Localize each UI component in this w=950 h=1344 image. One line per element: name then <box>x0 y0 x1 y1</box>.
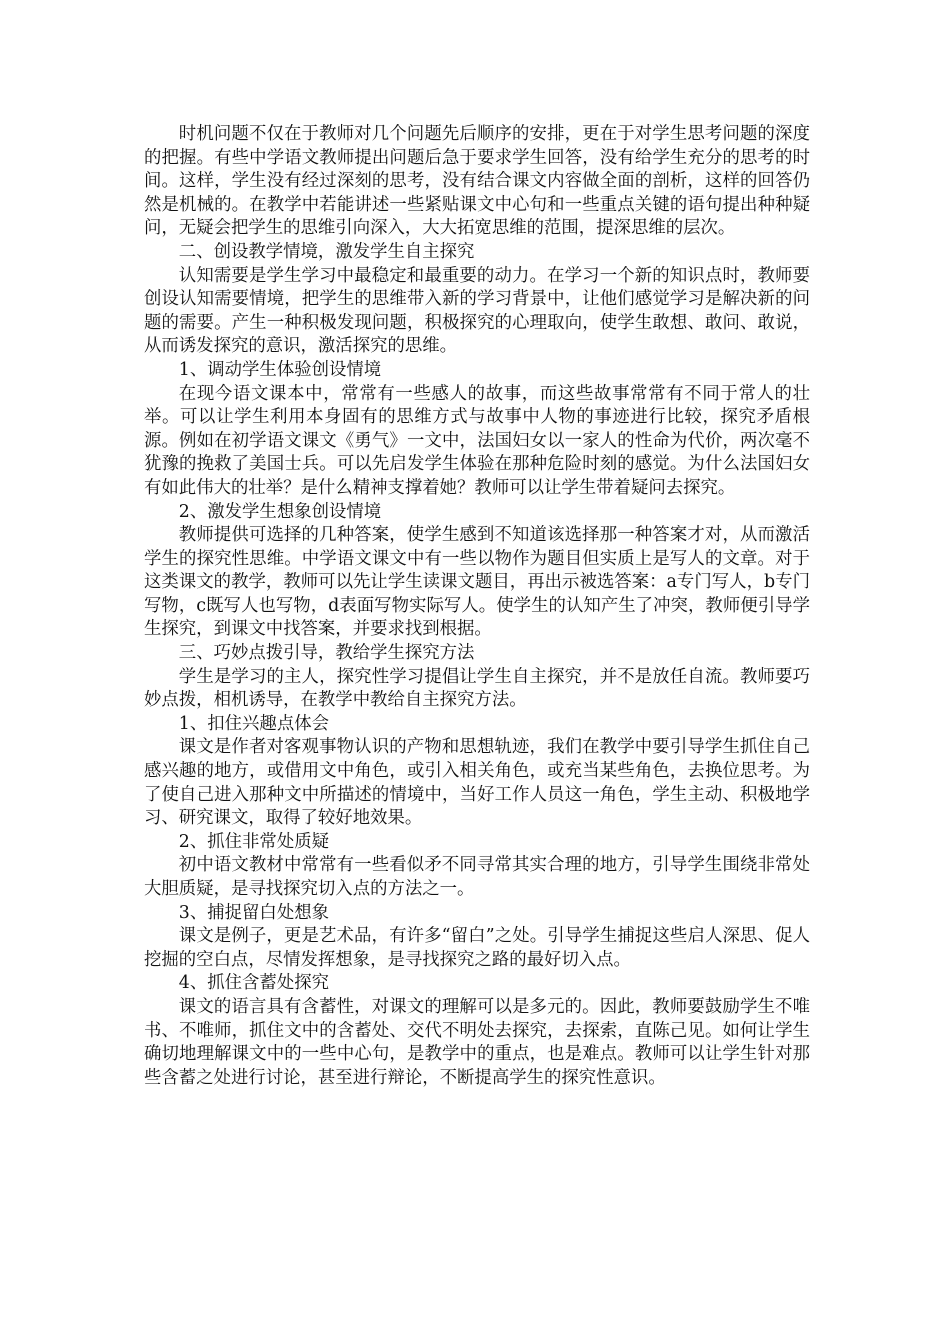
paragraph-unusual-points: 初中语文教材中常常有一些看似矛不同寻常其实合理的地方，引导学生围绕非常处大胆质疑，是寻找探究切入点的方法之一。 <box>144 855 810 899</box>
paragraph-blank-spaces: 课文是例子，更是艺术品，有许多“留白”之处。引导学生捕捉这些启人深思、促人挖掘的空白点，尽情发挥想象，是寻找探究之路的最好切入点。 <box>144 926 810 970</box>
subheading-3-2: 2、抓住非常处质疑 <box>178 831 329 852</box>
paragraph-timing-questions: 时机问题不仅在于教师对几个问题先后顺序的安排，更在于对学生思考问题的深度的把握。有些中学语文教师提出问题后急于要求学生回答，没有给学生充分的思考的时间。这样，学生没有经过深刻的思考，没有结合课文内容做全面的剖析，这样的回答仍然是机械的。在教学中若能讲述一些紧贴课文中心句和一些重点关键的语句提出种种疑问，无疑会把学生的思维引向深入，大大拓宽思维的范围，提深思维的层次。 <box>144 124 810 239</box>
paragraph-courage-example: 在现今语文课本中，常常有一些感人的故事，而这些故事常常有不同于常人的壮举。可以让学生利用本身固有的思维方式与故事中人物的事迹进行比较，探究矛盾根源。例如在初学语文课文《勇气》一文中，法国妇女以一家人的性命为代价，两次毫不犹豫的挽救了美国士兵。可以先启发学生体验在那种危险时刻的感觉。为什么法国妇女有如此伟大的壮举？是什么精神支撑着她？教师可以让学生带着疑问去探究。 <box>144 383 810 498</box>
document-body <box>144 123 810 1090</box>
subheading-3-3: 3、捕捉留白处想象 <box>178 902 329 923</box>
paragraph-answer-choices: 教师提供可选择的几种答案，使学生感到不知道该选择那一种答案才对，从而激活学生的探究性思维。中学语文课文中有一些以物作为题目但实质上是写人的文章。对于这类课文的教学，教师可以先让学生读课文题目，再出示被选答案：a专门写人，b专门写物，c既写人也写物，d表面写物实际写人。使学生的认知产生了冲突，教师便引导学生探究，到课文中找答案，并要求找到根据。 <box>144 525 810 640</box>
paragraph-cognitive-needs: 认知需要是学生学习中最稳定和最重要的动力。在学习一个新的知识点时，教师要创设认知需要情境，把学生的思维带入新的学习背景中，让他们感觉学习是解决新的问题的需要。产生一种积极发现问题，积极探究的心理取向，使学生敢想、敢问、敢说，从而诱发探究的意识，激活探究的思维。 <box>144 265 810 357</box>
section-heading-3: 三、巧妙点拨引导，教给学生探究方法 <box>178 643 475 664</box>
subheading-3-1: 1、扣住兴趣点体会 <box>178 713 329 734</box>
subheading-2-1: 1、调动学生体验创设情境 <box>178 359 382 380</box>
paragraph-implicit-meaning: 课文的语言具有含蓄性，对课文的理解可以是多元的。因此，教师要鼓励学生不唯书、不唯师，抓住文中的含蓄处、交代不明处去探究，去探索，直陈己见。如何让学生确切地理解课文中的一些中心句，是教学中的重点，也是难点。教师可以让学生针对那些含蓄之处进行讨论，甚至进行辩论，不断提高学生的探究性意识。 <box>144 996 810 1088</box>
subheading-2-2: 2、激发学生想象创设情境 <box>178 501 382 522</box>
section-heading-2: 二、创设教学情境，激发学生自主探究 <box>178 241 475 262</box>
paragraph-interest-points: 课文是作者对客观事物认识的产物和思想轨迹，我们在教学中要引导学生抓住自己感兴趣的地方，或借用文中角色，或引入相关角色，或充当某些角色，去换位思考。为了使自己进入那种文中所描述的情境中，当好工作人员这一角色，学生主动、积极地学习、研究课文，取得了较好地效果。 <box>144 737 810 829</box>
subheading-3-4: 4、抓住含蓄处探究 <box>178 973 329 994</box>
paragraph-student-centered: 学生是学习的主人，探究性学习提倡让学生自主探究，并不是放任自流。教师要巧妙点拨，相机诱导，在教学中教给自主探究方法。 <box>144 666 810 711</box>
